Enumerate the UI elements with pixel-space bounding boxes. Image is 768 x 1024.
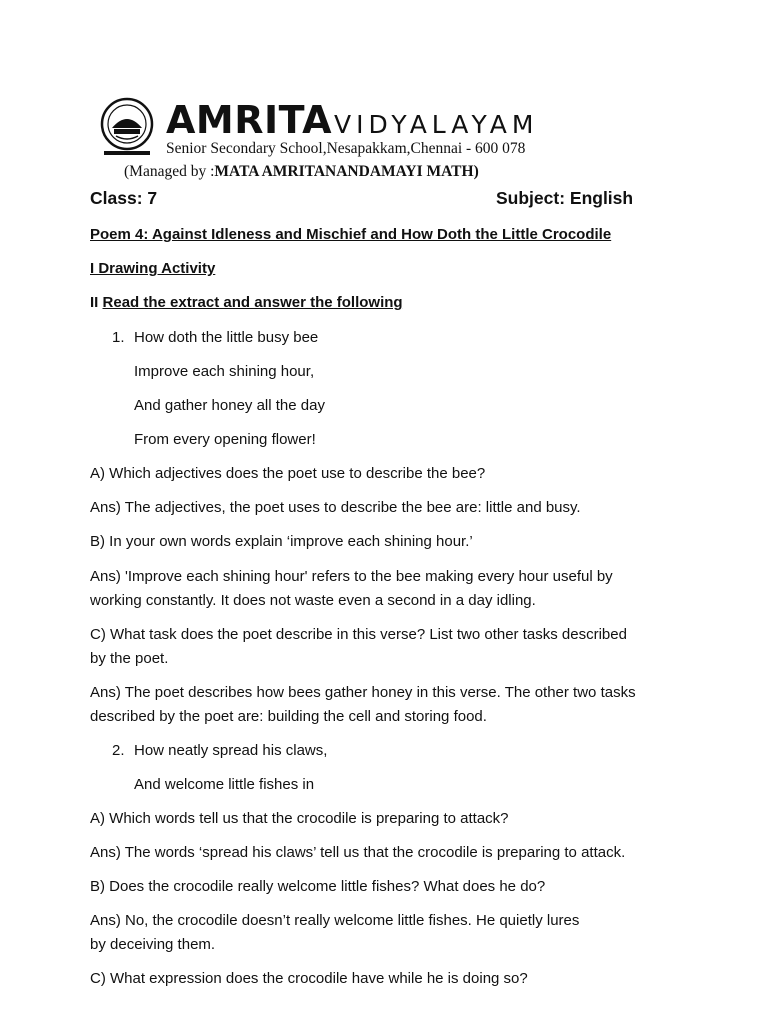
section-number: II	[90, 294, 103, 311]
managed-name: MATA AMRITANANDAMAYI MATH)	[214, 163, 479, 180]
section-extract-heading	[90, 291, 403, 315]
brand-name-large: AMRITA	[166, 98, 333, 142]
question-c-cont: by the poet.	[90, 650, 169, 667]
question-b: B) Does the crocodile really welcome little fishes? What does he do?	[90, 878, 546, 895]
verse-line: From every opening flower!	[134, 431, 316, 448]
answer-c-cont: described by the poet are: building the cell and storing food.	[90, 708, 487, 725]
school-brand-name	[166, 98, 538, 142]
section-extract-text: Read the extract and answer the following	[102, 294, 403, 311]
answer-b: Ans) 'Improve each shining hour' refers to the bee making every hour useful by	[90, 568, 613, 585]
managed-prefix: (Managed by :	[124, 163, 215, 180]
question-a: A) Which adjectives does the poet use to describe the bee?	[90, 465, 486, 482]
answer-a: Ans) The words ‘spread his claws’ tell us that the crocodile is preparing to attack.	[90, 844, 626, 861]
question-b: B) In your own words explain ‘improve each shining hour.’	[90, 533, 473, 550]
class-label: Class: 7	[90, 188, 158, 208]
poem-title: Poem 4: Against Idleness and Mischief and How Doth the Little Crocodile	[90, 226, 612, 243]
subject-label: Subject: English	[496, 188, 634, 208]
brand-name-small: VIDYALAYAM	[334, 110, 539, 139]
verse-line: And gather honey all the day	[134, 397, 325, 414]
answer-a: Ans) The adjectives, the poet uses to describe the bee are: little and busy.	[90, 499, 581, 516]
question-c: C) What task does the poet describe in this verse? List two other tasks described	[90, 626, 627, 643]
verse-line: And welcome little fishes in	[134, 776, 315, 793]
answer-b-cont: by deceiving them.	[90, 936, 216, 953]
extract-number: 2.	[112, 742, 125, 759]
question-c: C) What expression does the crocodile have while he is doing so?	[90, 970, 528, 987]
school-address: Senior Secondary School,Nesapakkam,Chennai - 600 078	[166, 140, 526, 157]
managed-by-line	[124, 163, 479, 181]
answer-b-cont: working constantly. It does not waste even a second in a day idling.	[90, 592, 536, 609]
answer-b: Ans) No, the crocodile doesn’t really welcome little fishes. He quietly lures	[90, 912, 580, 929]
verse-line: How neatly spread his claws,	[134, 742, 328, 759]
section-drawing-activity: I Drawing Activity	[90, 260, 216, 277]
verse-line: Improve each shining hour,	[134, 363, 315, 380]
extract-number: 1.	[112, 329, 125, 346]
answer-c: Ans) The poet describes how bees gather honey in this verse. The other two tasks	[90, 684, 636, 701]
school-emblem-icon	[96, 96, 158, 158]
question-a: A) Which words tell us that the crocodile is preparing to attack?	[90, 810, 509, 827]
verse-line: How doth the little busy bee	[134, 329, 319, 346]
